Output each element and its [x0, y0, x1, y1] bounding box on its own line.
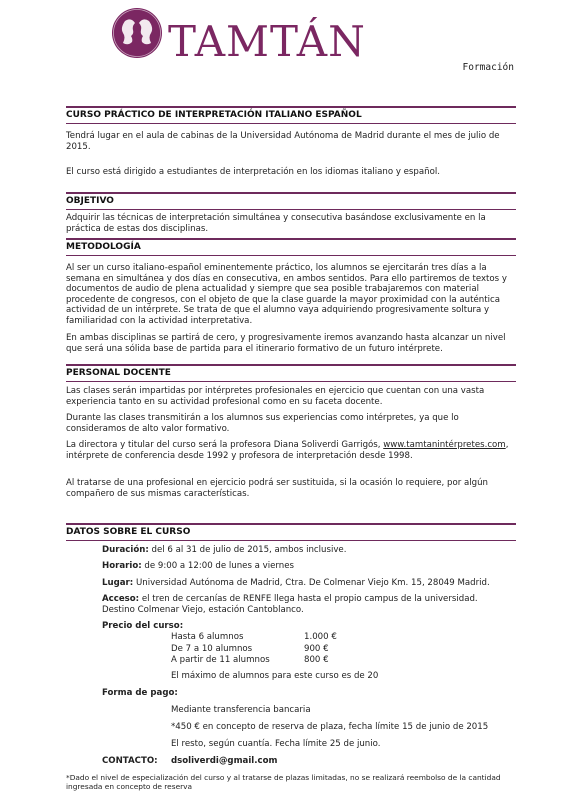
- personal-text-4: Al tratarse de una profesional en ejercicio podrá ser sustituida, si la ocasión lo requiere, por algún compañero de sus mismas características.: [66, 478, 488, 499]
- pago-text-3: El resto, según cuantía. Fecha límite 25 de junio.: [171, 739, 381, 749]
- objetivo-text: Adquirir las técnicas de interpretación simultánea y consecutiva basándose exclusivamente en la práctica de estas dos disciplinas.: [66, 213, 486, 234]
- lugar-label: Lugar:: [102, 578, 134, 588]
- precio-label: Precio del curso:: [102, 621, 184, 631]
- personal-text-3b: , intérprete de conferencia desde 1992 y profesora de interpretación desde 1998.: [66, 440, 509, 461]
- personal-text-3a: La directora y titular del curso será la profesora Diana Soliverdi Garrigós,: [66, 440, 381, 450]
- personal-text-2: Durante las clases transmitirán a los alumnos sus experiencias como intérpretes, ya que lo consideramos de alto valor formativo.: [66, 413, 459, 434]
- metodologia-heading: METODOLOGÍA: [66, 241, 516, 255]
- logo-emblem-icon: [111, 7, 163, 59]
- price-value-1: 1.000 €: [304, 632, 337, 642]
- lugar-value: Universidad Autónoma de Madrid, Ctra. De Colmenar Viejo Km. 15, 28049 Madrid.: [133, 578, 490, 588]
- price-value-3: 800 €: [304, 655, 329, 665]
- course-intro: Tendrá lugar en el aula de cabinas de la Universidad Autónoma de Madrid durante el mes de julio de 2015.: [66, 131, 500, 152]
- acceso-line-2: Destino Colmenar Viejo, estación Cantoblanco.: [102, 605, 304, 615]
- metodologia-text-2: En ambas disciplinas se partirá de cero, y progresivamente iremos avanzando hasta alcanzar un nivel que será una sólida base de partida para el itinerario formativo de un futuro intérprete.: [66, 333, 506, 354]
- lugar-line: [102, 578, 522, 589]
- horario-line: [102, 561, 522, 572]
- section-label: Formación: [462, 62, 514, 73]
- personal-text-3: [66, 440, 514, 461]
- course-title: CURSO PRÁCTICO DE INTERPRETACIÓN ITALIANO ESPAÑOL: [66, 109, 516, 123]
- metodologia-text-1: Al ser un curso italiano-español eminentemente práctico, los alumnos se ejercitarán tres días a la semana en simultánea y dos días en consecutiva, en ambos sentidos. Para ello partiremos de textos y documentos de audio de plena actualidad y siempre que sea posible trabajaremos con material procedente de congresos, con el objeto de que la clase guarde la mayor proximidad con la auténtica actividad de un intérprete. Se trata de que el alumno vaya adquiriendo progresivamente soltura y familiaridad con la actividad interpretativa.: [66, 263, 507, 326]
- duracion-line: [102, 545, 522, 556]
- footnote: *Dado el nivel de especialización del curso y al tratarse de plazas limitadas, no se realizará reembolso de la cantidad ingresada en concepto de reserva: [66, 773, 501, 792]
- brand-logo: TAMTÁN: [168, 17, 366, 66]
- price-label-2: De 7 a 10 alumnos: [171, 644, 253, 654]
- objetivo-heading: OBJETIVO: [66, 195, 516, 209]
- pago-label: Forma de pago:: [102, 688, 178, 698]
- horario-label: Horario:: [102, 561, 142, 571]
- contacto-label: CONTACTO:: [102, 756, 158, 766]
- price-label-1: Hasta 6 alumnos: [171, 632, 244, 642]
- contact-email-link[interactable]: dsoliverdi@gmail.com: [171, 756, 278, 766]
- datos-heading: DATOS SOBRE EL CURSO: [66, 526, 516, 540]
- website-link[interactable]: www.tamtanintérpretes.com: [383, 440, 506, 450]
- acceso-line: [102, 594, 522, 605]
- pago-text-1: Mediante transferencia bancaria: [171, 705, 311, 715]
- duracion-label: Duración:: [102, 545, 149, 555]
- horario-value: de 9:00 a 12:00 de lunes a viernes: [141, 561, 295, 571]
- price-value-2: 900 €: [304, 644, 329, 654]
- personal-heading: PERSONAL DOCENTE: [66, 367, 516, 381]
- acceso-label: Acceso:: [102, 594, 140, 604]
- price-label-3: A partir de 11 alumnos: [171, 655, 270, 665]
- pago-text-2: *450 € en concepto de reserva de plaza, fecha límite 15 de junio de 2015: [171, 722, 489, 732]
- maximo-text: El máximo de alumnos para este curso es de 20: [171, 671, 379, 681]
- personal-text-1: Las clases serán impartidas por intérpretes profesionales en ejercicio que cuentan con una vasta experiencia tanto en su actividad profesional como en su faceta docente.: [66, 386, 485, 407]
- course-audience: El curso está dirigido a estudiantes de interpretación en los idiomas italiano y español.: [66, 167, 440, 177]
- acceso-value: el tren de cercanías de RENFE llega hasta el propio campus de la universidad.: [139, 594, 478, 604]
- duracion-value: del 6 al 31 de julio de 2015, ambos inclusive.: [148, 545, 347, 555]
